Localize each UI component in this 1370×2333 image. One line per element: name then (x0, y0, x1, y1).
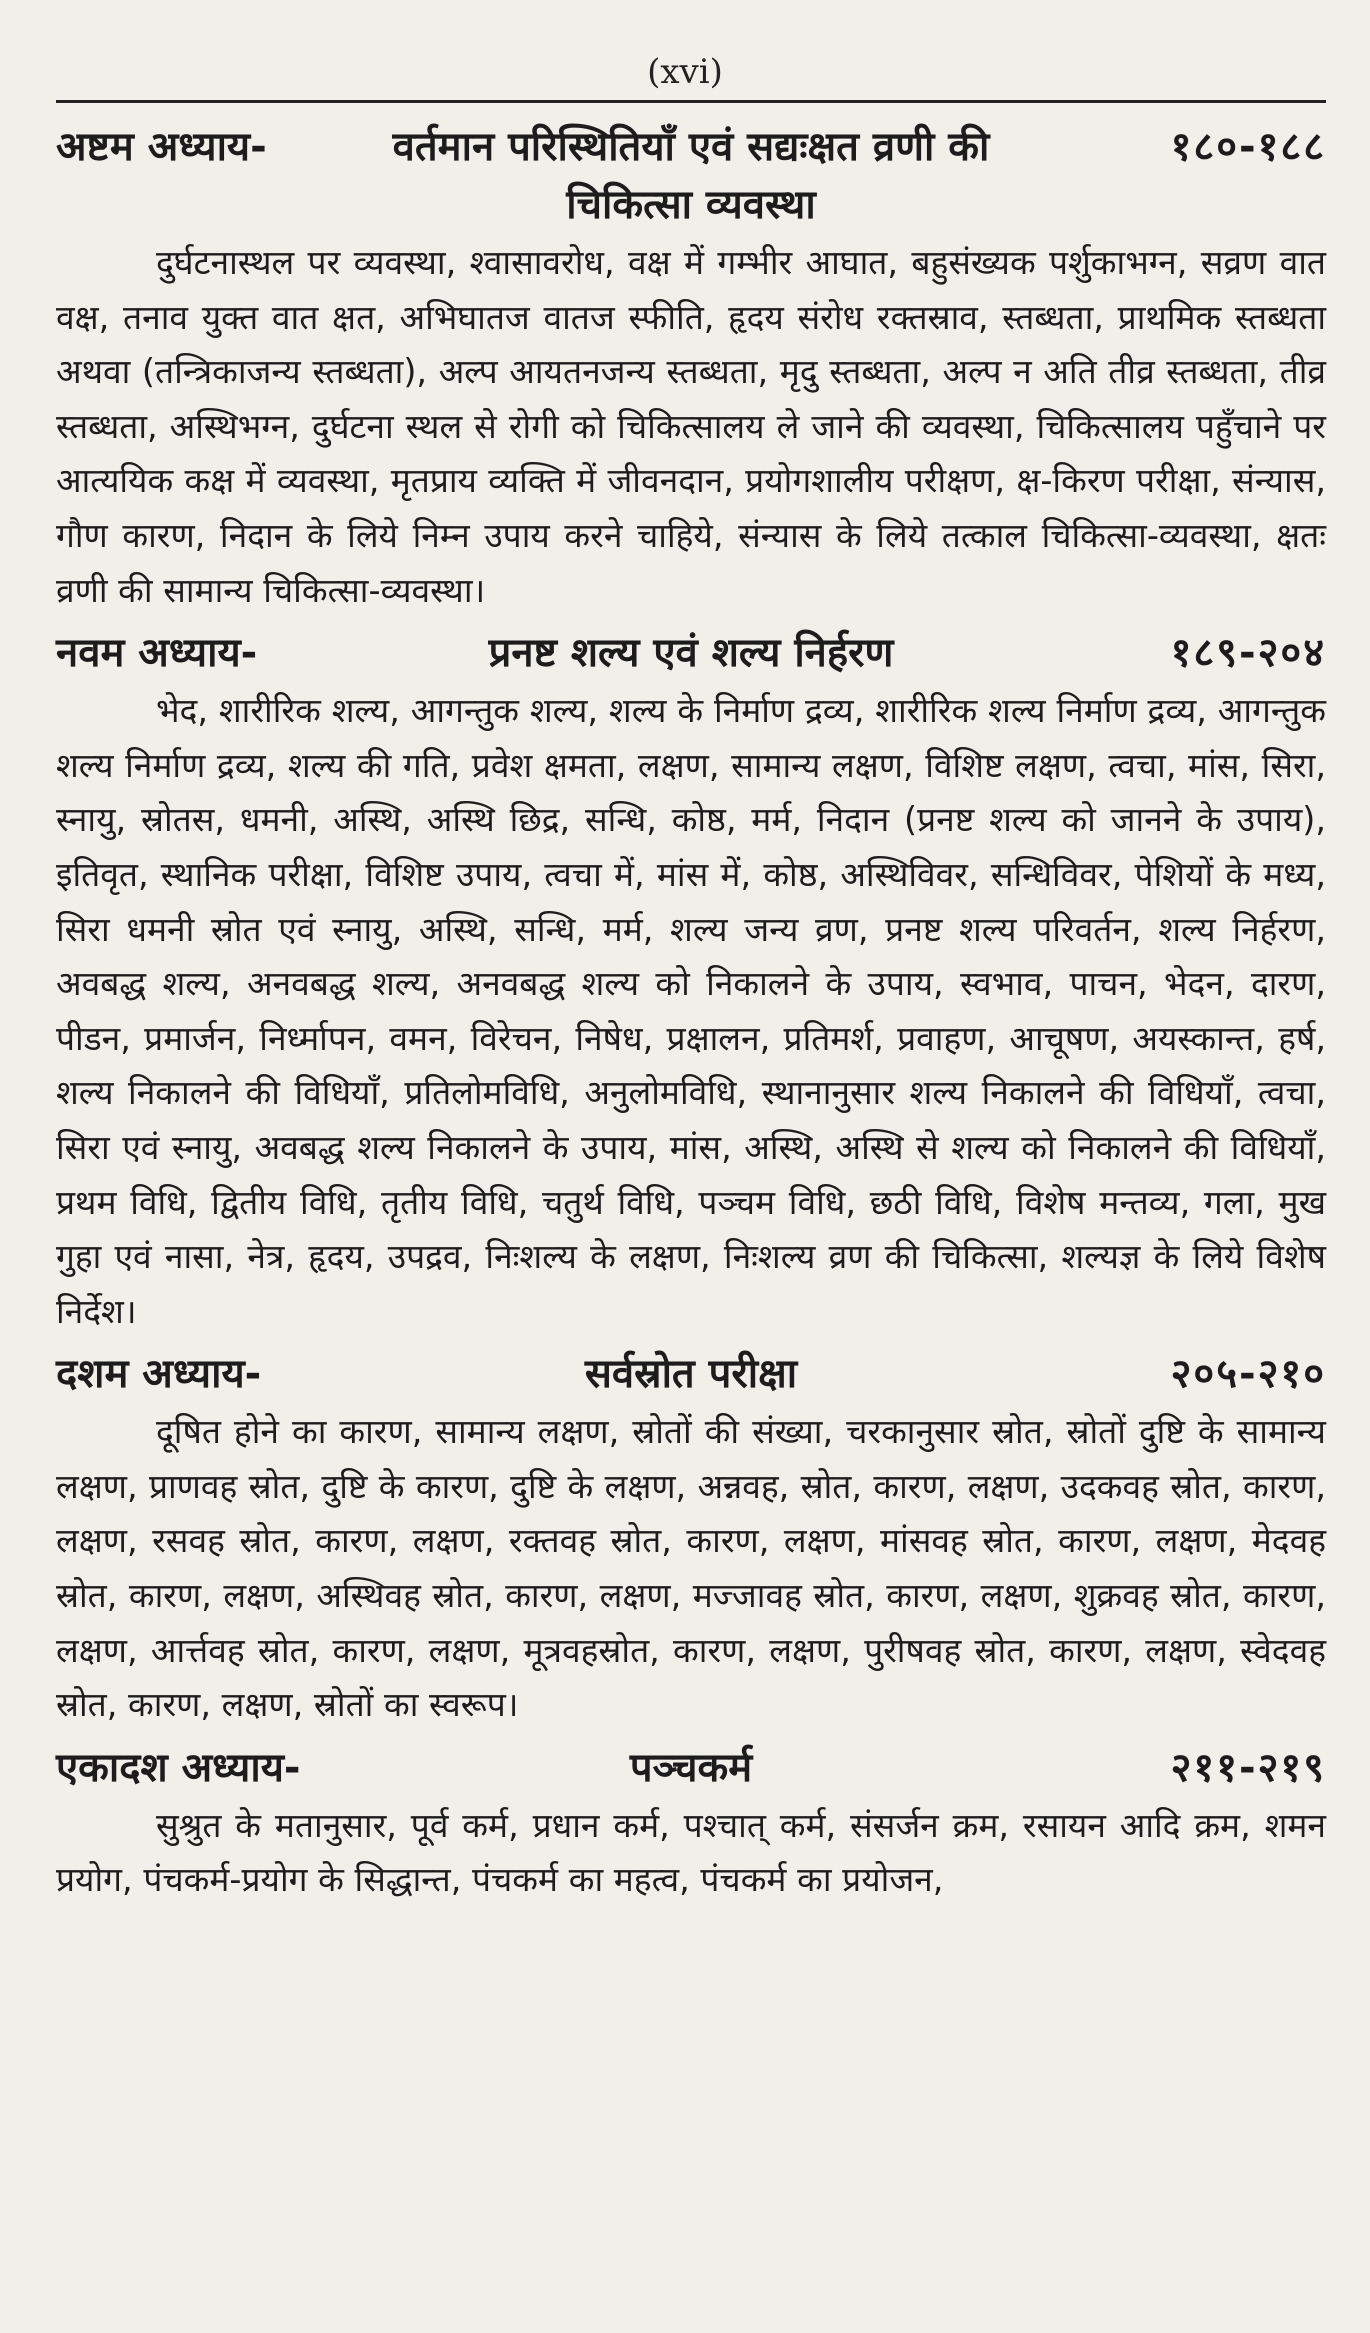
chapter-label: दशम अध्याय- (56, 1351, 262, 1398)
chapter-pages: २११-२१९ (1170, 1744, 1326, 1791)
table-of-contents (56, 118, 1326, 1912)
chapter-heading (56, 118, 1326, 234)
chapter-pages: २०५-२१० (1170, 1351, 1326, 1398)
header-rule (56, 100, 1326, 103)
chapter-title: प्रनष्ट शल्य एवं शल्य निर्हरण (488, 630, 894, 677)
chapter-heading (56, 1345, 1326, 1403)
chapter-heading (56, 624, 1326, 682)
chapter-title: सर्वस्रोत परीक्षा (584, 1351, 798, 1398)
chapter-heading (56, 1739, 1326, 1797)
chapter-title: पञ्चकर्म (629, 1744, 753, 1791)
page-number: (xvi) (647, 52, 723, 92)
chapter-topics: सुश्रुत के मतानुसार, पूर्व कर्म, प्रधान कर्म, पश्चात् कर्म, संसर्जन क्रम, रसायन आदि क्रम, शमन प्रयोग, पंचकर्म-प्रयोग के सिद्धान्त, पंचकर्म का महत्व, पंचकर्म का प्रयोजन, (56, 1805, 1326, 1900)
chapter-entry (56, 624, 1326, 1339)
chapter-pages: १८०-१८८ (1170, 124, 1326, 170)
chapter-label: एकादश अध्याय- (56, 1744, 301, 1791)
chapter-entry (56, 118, 1326, 618)
chapter-entry (56, 1739, 1326, 1908)
chapter-topics: भेद, शारीरिक शल्य, आगन्तुक शल्य, शल्य के निर्माण द्रव्य, शारीरिक शल्य निर्माण द्रव्य, आगन्तुक शल्य निर्माण द्रव्य, शल्य की गति, प्रवेश क्षमता, लक्षण, सामान्य लक्षण, विशिष्ट लक्षण, त्वचा, मांस, सिरा, स्नायु, स्रोतस, धमनी, अस्थि, अस्थि छिद्र, सन्धि, कोष्ठ, मर्म, निदान (प्रनष्ट शल्य को जानने के उपाय), इतिवृत, स्थानिक परीक्षा, विशिष्ट उपाय, त्वचा में, मांस में, कोष्ठ, अस्थिविवर, सन्धिविवर, पेशियों के मध्य, सिरा धमनी स्रोत एवं स्नायु, अस्थि, सन्धि, मर्म, शल्य जन्य व्रण, प्रनष्ट शल्य परिवर्तन, शल्य निर्हरण, अवबद्ध शल्य, अनवबद्ध शल्य, अनवबद्ध शल्य को निकालने के उपाय, स्वभाव, पाचन, भेदन, दारण, पीडन, प्रमार्जन, निर्ध्मापन, वमन, विरेचन, निषेध, प्रक्षालन, प्रतिमर्श, प्रवाहण, आचूषण, अयस्कान्त, हर्ष, शल्य निकालने की विधियाँ, प्रतिलोमविधि, अनुलोमविधि, स्थानानुसार शल्य निकालने की विधियाँ, त्वचा, सिरा एवं स्नायु, अवबद्ध शल्य निकालने के उपाय, मांस, अस्थि, अस्थि से शल्य को निकालने की विधियाँ, प्रथम विधि, द्वितीय विधि, तृतीय विधि, चतुर्थ विधि, पञ्चम विधि, छठी विधि, विशेष मन्तव्य, गला, मुख गुहा एवं नासा, नेत्र, हृदय, उपद्रव, निःशल्य के लक्षण, निःशल्य व्रण की चिकित्सा, शल्यज्ञ के लिये विशेष निर्देश। (56, 691, 1326, 1331)
chapter-entry (56, 1345, 1326, 1733)
chapter-title: वर्तमान परिस्थितियाँ एवं सद्यःक्षत व्रणी की चिकित्सा व्यवस्था (392, 124, 990, 228)
chapter-pages: १८९-२०४ (1170, 630, 1326, 677)
chapter-label: नवम अध्याय- (56, 630, 258, 677)
chapter-topics: दुर्घटनास्थल पर व्यवस्था, श्वासावरोध, वक्ष में गम्भीर आघात, बहुसंख्यक पर्शुकाभग्न, सव्रण वात वक्ष, तनाव युक्त वात क्षत, अभिघातज वातज स्फीति, हृदय संरोध रक्तस्राव, स्तब्धता, प्राथमिक स्तब्धता अथवा (तन्त्रिकाजन्य स्तब्धता), अल्प आयतनजन्य स्तब्धता, मृदु स्तब्धता, अल्प न अति तीव्र स्तब्धता, तीव्र स्तब्धता, अस्थिभग्न, दुर्घटना स्थल से रोगी को चिकित्सालय ले जाने की व्यवस्था, चिकित्सालय पहुँचाने पर आत्ययिक कक्ष में व्यवस्था, मृतप्राय व्यक्ति में जीवनदान, प्रयोगशालीय परीक्षण, क्ष-किरण परीक्षा, संन्यास, गौण कारण, निदान के लिये निम्न उपाय करने चाहिये, संन्यास के लिये तत्काल चिकित्सा-व्यवस्था, क्षतः व्रणी की सामान्य चिकित्सा-व्यवस्था। (56, 243, 1326, 610)
chapter-label: अष्टम अध्याय- (56, 124, 267, 170)
chapter-topics: दूषित होने का कारण, सामान्य लक्षण, स्रोतों की संख्या, चरकानुसार स्रोत, स्रोतों दुष्टि के सामान्य लक्षण, प्राणवह स्रोत, दुष्टि के कारण, दुष्टि के लक्षण, अन्नवह, स्रोत, कारण, लक्षण, उदकवह स्रोत, कारण, लक्षण, रसवह स्रोत, कारण, लक्षण, रक्तवह स्रोत, कारण, लक्षण, मांसवह स्रोत, कारण, लक्षण, मेदवह स्रोत, कारण, लक्षण, अस्थिवह स्रोत, कारण, लक्षण, मज्जावह स्रोत, कारण, लक्षण, शुक्रवह स्रोत, कारण, लक्षण, आर्त्तवह स्रोत, कारण, लक्षण, मूत्रवहस्रोत, कारण, लक्षण, पुरीषवह स्रोत, कारण, लक्षण, स्वेदवह स्रोत, कारण, लक्षण, स्रोतों का स्वरूप। (56, 1412, 1326, 1725)
